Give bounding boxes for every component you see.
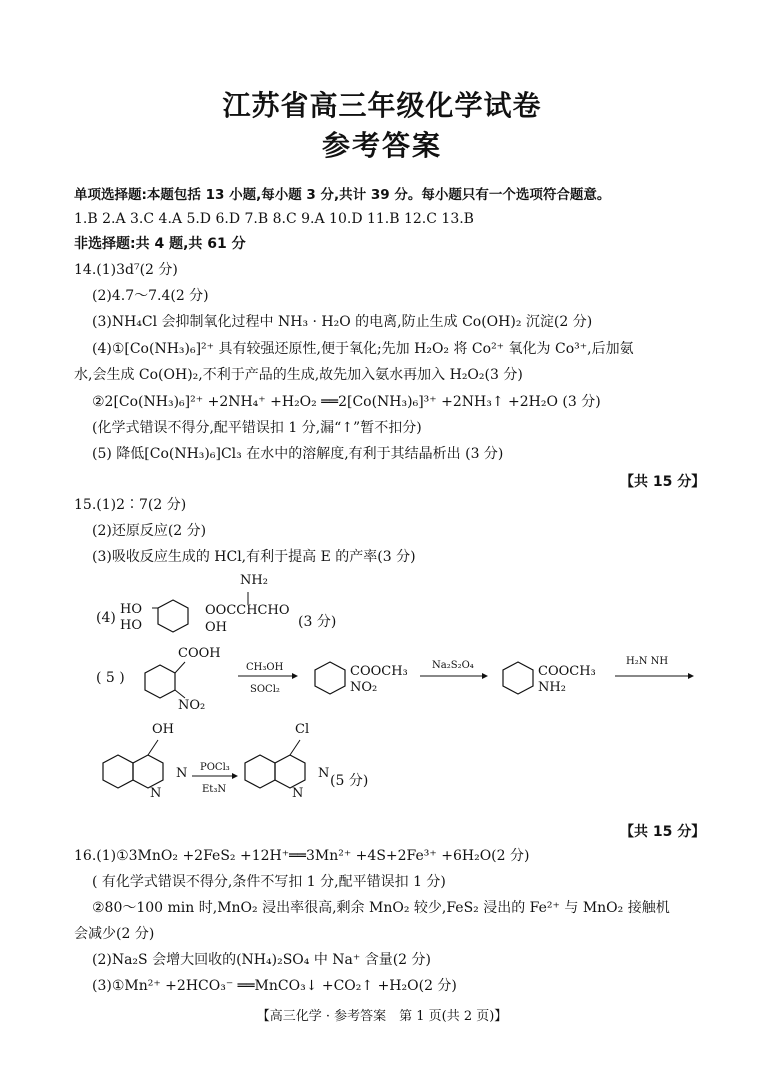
q14-total: 【共 15 分】 [620,474,706,490]
q15-4-ho2: HO [120,618,142,633]
q15-4-oocchcho: OOCCHCHO [205,603,290,618]
q15-5-r4-top: POCl₃ [200,762,230,773]
arrowhead-4 [232,773,238,779]
q15-5-cl: Cl [295,722,310,737]
bond-1a [175,662,185,673]
q15-4-label: (4) [96,610,116,626]
q14-line3: (3)NH₄Cl 会抑制氧化过程中 NH₃ · H₂O 的电离,防止生成 Co(OH)₂ 沉淀(2 分) [92,314,593,330]
q15-5-n1: N [176,766,188,781]
q15-5-synthesis-svg [0,640,764,810]
section2-header: 非选择题:共 4 题,共 61 分 [74,236,246,252]
q15-4-structure-svg [140,590,260,640]
ring-5a [245,755,275,788]
q14-line7: (化学式错误不得分,配平错误扣 1 分,漏“↑”暂不扣分) [92,420,422,436]
q15-5-cooch3b: COOCH₃ [538,664,596,679]
q15-4-score: (3 分) [298,614,337,630]
mcq-answers: 1.B 2.A 3.C 4.A 5.D 6.D 7.B 8.C 9.A 10.D 11.B 12.C 13.B [74,211,474,227]
bond-1b [175,690,185,698]
ring-1 [145,665,175,698]
arrowhead-2 [482,673,488,679]
q15-5-n2: N [150,786,162,801]
q15-4-ho1: HO [120,602,142,617]
section1-header: 单项选择题:本题包括 13 小题,每小题 3 分,共计 39 分。每小题只有一个选项符合题意。 [74,187,611,203]
page-footer: 【高三化学 · 参考答案 第 1 页(共 2 页)】 [256,1009,508,1024]
q15-5-cooch3a: COOCH₃ [350,664,408,679]
ring-2 [315,662,345,694]
q16-line4: 会减少(2 分) [74,926,155,942]
q16-line5: (2)Na₂S 会增大回收的(NH₄)₂SO₄ 中 Na⁺ 含量(2 分) [92,952,431,968]
arrowhead-3 [688,673,694,679]
q16-line1: 16.(1)①3MnO₂ +2FeS₂ +12H⁺══3Mn²⁺ +4S+2Fe³⁺ +6H₂O(2 分) [74,848,530,864]
q15-5-oh: OH [152,722,174,737]
q15-5-no2b: NO₂ [350,680,378,695]
ring-4b [133,755,163,788]
page-title: 江苏省高三年级化学试卷 [222,89,542,122]
q15-5-no2a: NO₂ [178,698,206,713]
q14-line5: 水,会生成 Co(OH)₂,不利于产品的生成,故先加入氨水再加入 H₂O₂(3 分) [74,367,523,383]
q15-5-n4: N [292,786,304,801]
q15-5-r4-bot: Et₃N [202,784,227,795]
q16-line2: ( 有化学式错误不得分,条件不写扣 1 分,配平错误扣 1 分) [92,874,446,890]
q15-5-cooh: COOH [178,646,221,661]
q15-line3: (3)吸收反应生成的 HCl,有利于提高 E 的产率(3 分) [92,549,416,565]
q16-line3: ②80～100 min 时,MnO₂ 浸出率很高,剩余 MnO₂ 较少,FeS₂ 浸出的 Fe²⁺ 与 MnO₂ 接触机 [92,900,670,916]
q15-line2: (2)还原反应(2 分) [92,523,207,539]
q15-5-nh2b: NH₂ [538,680,566,695]
q15-5-score: (5 分) [330,773,369,789]
q14-line6: ②2[Co(NH₃)₆]²⁺ +2NH₄⁺ +H₂O₂ ══2[Co(NH₃)₆]³⁺ +2NH₃↑ +2H₂O (3 分) [92,394,601,410]
q15-5-r3-top: H₂N NH [626,656,669,667]
arrowhead-1 [292,673,298,679]
q15-4-nh2: NH₂ [240,573,268,588]
q15-5-r1-top: CH₃OH [246,662,284,673]
q15-5-r1-bot: SOCl₂ [250,684,280,695]
bond-oh [148,740,158,755]
q15-line1: 15.(1)2∶7(2 分) [74,497,187,513]
bond-cl [290,740,300,755]
q14-line2: (2)4.7～7.4(2 分) [92,288,209,304]
q14-line4: (4)①[Co(NH₃)₆]²⁺ 具有较强还原性,便于氧化;先加 H₂O₂ 将 Co²⁺ 氧化为 Co³⁺,后加氨 [92,341,634,357]
q15-5-r2-top: Na₂S₂O₄ [432,660,474,671]
q16-line6: (3)①Mn²⁺ +2HCO₃⁻ ══MnCO₃↓ +CO₂↑ +H₂O(2 分) [92,978,457,994]
q14-line8: (5) 降低[Co(NH₃)₆]Cl₃ 在水中的溶解度,有利于其结晶析出 (3 分) [92,446,504,462]
q14-line1: 14.(1)3d⁷(2 分) [74,262,178,278]
q15-4-oh: OH [205,620,227,635]
page-subtitle: 参考答案 [321,129,442,162]
q15-5-n3: N [318,766,330,781]
q15-5-label: ( 5 ) [96,670,125,686]
benzene-ring-4 [158,600,188,632]
ring-5b [275,755,305,788]
q15-total: 【共 15 分】 [620,824,706,840]
ring-4a [103,755,133,788]
ring-3 [503,662,533,694]
